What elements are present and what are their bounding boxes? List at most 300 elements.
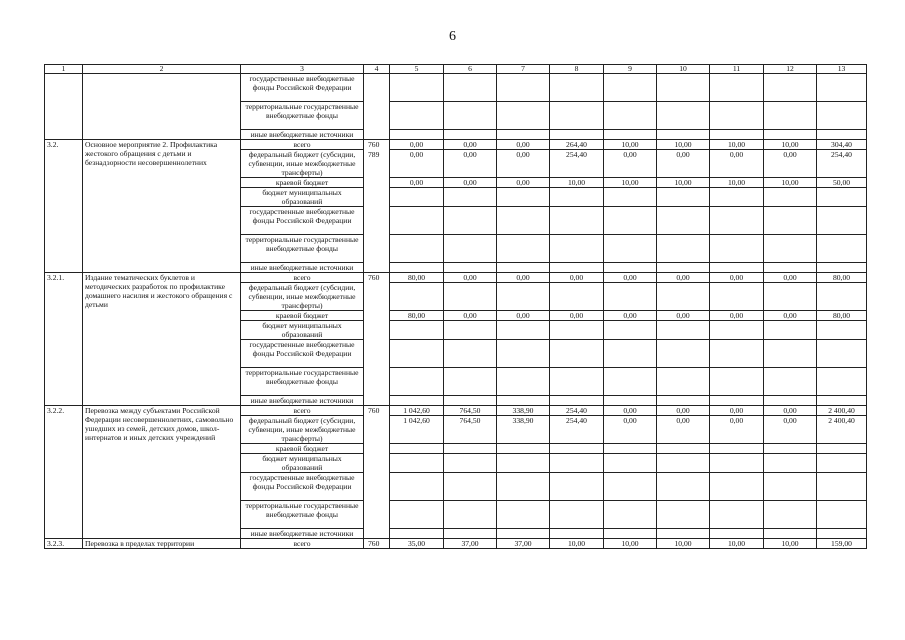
value-cell: 0,00 — [497, 140, 550, 150]
value-cell — [817, 74, 867, 102]
value-cell: 0,00 — [657, 311, 710, 321]
value-cell: 0,00 — [710, 311, 764, 321]
value-cell: 0,00 — [764, 150, 817, 178]
budget-code — [364, 235, 390, 263]
header-cell: 8 — [550, 65, 604, 74]
value-cell — [390, 74, 444, 102]
funding-source: территориальные государственные внебюджетные фонды — [241, 501, 364, 529]
header-cell: 1 — [45, 65, 83, 74]
value-cell — [390, 529, 444, 539]
value-cell — [550, 130, 604, 140]
value-cell: 1 042,60 — [390, 406, 444, 416]
value-cell — [710, 130, 764, 140]
value-cell: 10,00 — [764, 178, 817, 188]
value-cell: 0,00 — [604, 150, 657, 178]
value-cell — [817, 340, 867, 368]
value-cell — [710, 529, 764, 539]
value-cell — [817, 102, 867, 130]
value-cell — [444, 102, 497, 130]
value-cell: 10,00 — [764, 140, 817, 150]
value-cell — [604, 130, 657, 140]
value-cell: 0,00 — [497, 150, 550, 178]
value-cell — [390, 340, 444, 368]
value-cell: 0,00 — [764, 416, 817, 444]
value-cell: 10,00 — [550, 539, 604, 549]
activity-title — [83, 74, 241, 140]
value-cell — [764, 207, 817, 235]
value-cell — [444, 501, 497, 529]
value-cell: 80,00 — [817, 311, 867, 321]
value-cell — [550, 207, 604, 235]
value-cell — [657, 501, 710, 529]
value-cell — [817, 188, 867, 207]
value-cell — [764, 263, 817, 273]
value-cell — [497, 473, 550, 501]
budget-code — [364, 396, 390, 406]
value-cell: 10,00 — [657, 140, 710, 150]
value-cell — [817, 263, 867, 273]
funding-source: территориальные государственные внебюджетные фонды — [241, 102, 364, 130]
value-cell: 37,00 — [444, 539, 497, 549]
funding-source: всего — [241, 140, 364, 150]
value-cell — [444, 188, 497, 207]
value-cell — [390, 102, 444, 130]
value-cell: 0,00 — [657, 273, 710, 283]
activity-title: Перевозка в пределах территории — [83, 539, 241, 549]
value-cell — [817, 130, 867, 140]
value-cell — [390, 188, 444, 207]
funding-source: краевой бюджет — [241, 311, 364, 321]
budget-code — [364, 321, 390, 340]
value-cell — [550, 321, 604, 340]
value-cell — [550, 529, 604, 539]
value-cell: 0,00 — [604, 406, 657, 416]
value-cell: 0,00 — [657, 150, 710, 178]
value-cell — [710, 207, 764, 235]
value-cell — [390, 473, 444, 501]
value-cell — [444, 74, 497, 102]
value-cell: 1 042,60 — [390, 416, 444, 444]
value-cell — [710, 283, 764, 311]
value-cell — [497, 188, 550, 207]
value-cell — [764, 102, 817, 130]
value-cell — [497, 263, 550, 273]
value-cell — [550, 74, 604, 102]
value-cell — [604, 74, 657, 102]
value-cell: 10,00 — [604, 178, 657, 188]
value-cell — [710, 340, 764, 368]
value-cell — [764, 74, 817, 102]
value-cell — [764, 283, 817, 311]
value-cell: 37,00 — [497, 539, 550, 549]
value-cell — [710, 102, 764, 130]
value-cell — [817, 283, 867, 311]
value-cell — [604, 321, 657, 340]
budget-code — [364, 501, 390, 529]
value-cell — [550, 102, 604, 130]
value-cell — [817, 454, 867, 473]
value-cell — [497, 102, 550, 130]
value-cell — [444, 207, 497, 235]
budget-code: 789 — [364, 150, 390, 178]
value-cell — [497, 444, 550, 454]
header-cell: 7 — [497, 65, 550, 74]
value-cell: 10,00 — [657, 539, 710, 549]
value-cell — [497, 235, 550, 263]
value-cell — [444, 368, 497, 396]
value-cell — [764, 235, 817, 263]
value-cell — [604, 454, 657, 473]
funding-source: бюджет муниципальных образований — [241, 454, 364, 473]
budget-code: 760 — [364, 140, 390, 150]
value-cell — [710, 368, 764, 396]
value-cell: 0,00 — [604, 273, 657, 283]
value-cell: 10,00 — [710, 178, 764, 188]
budget-code — [364, 311, 390, 321]
value-cell: 764,50 — [444, 406, 497, 416]
value-cell — [604, 501, 657, 529]
funding-source: государственные внебюджетные фонды Российской Федерации — [241, 207, 364, 235]
value-cell — [710, 74, 764, 102]
value-cell — [710, 444, 764, 454]
budget-table — [44, 64, 867, 549]
funding-source: краевой бюджет — [241, 444, 364, 454]
value-cell — [764, 321, 817, 340]
value-cell: 0,00 — [657, 416, 710, 444]
value-cell: 304,40 — [817, 140, 867, 150]
value-cell — [390, 444, 444, 454]
value-cell — [497, 74, 550, 102]
value-cell: 159,00 — [817, 539, 867, 549]
value-cell — [817, 396, 867, 406]
value-cell — [444, 235, 497, 263]
value-cell: 0,00 — [444, 273, 497, 283]
value-cell: 254,40 — [550, 416, 604, 444]
value-cell: 80,00 — [817, 273, 867, 283]
value-cell: 0,00 — [710, 416, 764, 444]
header-cell: 11 — [710, 65, 764, 74]
value-cell: 0,00 — [764, 406, 817, 416]
value-cell — [657, 263, 710, 273]
row-number: 3.2.1. — [45, 273, 83, 406]
value-cell — [390, 263, 444, 273]
value-cell: 80,00 — [390, 273, 444, 283]
value-cell — [390, 283, 444, 311]
value-cell — [764, 473, 817, 501]
value-cell — [657, 473, 710, 501]
value-cell — [817, 501, 867, 529]
value-cell: 254,40 — [550, 406, 604, 416]
value-cell: 0,00 — [550, 273, 604, 283]
funding-source: бюджет муниципальных образований — [241, 321, 364, 340]
value-cell: 0,00 — [390, 140, 444, 150]
value-cell — [657, 454, 710, 473]
header-cell: 5 — [390, 65, 444, 74]
budget-code — [364, 178, 390, 188]
budget-code — [364, 188, 390, 207]
header-cell: 12 — [764, 65, 817, 74]
value-cell — [550, 235, 604, 263]
value-cell — [390, 454, 444, 473]
budget-code — [364, 130, 390, 140]
value-cell — [764, 368, 817, 396]
value-cell — [764, 529, 817, 539]
value-cell — [444, 444, 497, 454]
value-cell — [604, 340, 657, 368]
value-cell — [604, 235, 657, 263]
funding-source: территориальные государственные внебюджетные фонды — [241, 368, 364, 396]
value-cell — [710, 235, 764, 263]
header-cell: 6 — [444, 65, 497, 74]
budget-code — [364, 207, 390, 235]
header-cell: 3 — [241, 65, 364, 74]
value-cell — [444, 529, 497, 539]
header-cell: 10 — [657, 65, 710, 74]
budget-code — [364, 368, 390, 396]
budget-code — [364, 454, 390, 473]
value-cell — [657, 396, 710, 406]
value-cell: 0,00 — [764, 273, 817, 283]
value-cell: 0,00 — [497, 311, 550, 321]
value-cell — [764, 454, 817, 473]
value-cell: 0,00 — [657, 406, 710, 416]
value-cell: 0,00 — [710, 406, 764, 416]
value-cell — [710, 473, 764, 501]
activity-title: Основное мероприятие 2. Профилактика жестокого обращения с детьми и безнадзорности несовершеннолетних — [83, 140, 241, 273]
value-cell: 0,00 — [497, 273, 550, 283]
value-cell — [444, 396, 497, 406]
value-cell — [817, 235, 867, 263]
value-cell — [444, 283, 497, 311]
value-cell — [657, 102, 710, 130]
funding-source: федеральный бюджет (субсидии, субвенции, иные межбюджетные трансферты) — [241, 283, 364, 311]
value-cell — [764, 130, 817, 140]
row-number — [45, 74, 83, 140]
value-cell — [550, 188, 604, 207]
value-cell — [710, 321, 764, 340]
value-cell: 338,90 — [497, 416, 550, 444]
funding-source: государственные внебюджетные фонды Российской Федерации — [241, 74, 364, 102]
table-row — [45, 539, 867, 549]
value-cell — [710, 263, 764, 273]
value-cell — [497, 207, 550, 235]
value-cell — [550, 263, 604, 273]
value-cell — [497, 454, 550, 473]
value-cell — [817, 321, 867, 340]
value-cell — [604, 102, 657, 130]
value-cell: 0,00 — [444, 311, 497, 321]
value-cell: 35,00 — [390, 539, 444, 549]
table-row — [45, 406, 867, 416]
value-cell — [390, 396, 444, 406]
value-cell: 0,00 — [710, 150, 764, 178]
value-cell — [604, 283, 657, 311]
value-cell — [604, 529, 657, 539]
value-cell — [764, 340, 817, 368]
value-cell — [657, 444, 710, 454]
table-row — [45, 273, 867, 283]
funding-source: бюджет муниципальных образований — [241, 188, 364, 207]
funding-source: территориальные государственные внебюджетные фонды — [241, 235, 364, 263]
value-cell — [444, 454, 497, 473]
value-cell: 0,00 — [604, 416, 657, 444]
value-cell: 0,00 — [444, 150, 497, 178]
value-cell — [657, 188, 710, 207]
funding-source: федеральный бюджет (субсидии, субвенции, иные межбюджетные трансферты) — [241, 416, 364, 444]
header-row — [45, 65, 867, 74]
budget-code — [364, 529, 390, 539]
value-cell: 0,00 — [710, 273, 764, 283]
funding-source: федеральный бюджет (субсидии, субвенции, иные межбюджетные трансферты) — [241, 150, 364, 178]
budget-code — [364, 416, 390, 444]
value-cell — [497, 283, 550, 311]
value-cell — [497, 529, 550, 539]
value-cell — [497, 130, 550, 140]
funding-source: краевой бюджет — [241, 178, 364, 188]
budget-code: 760 — [364, 539, 390, 549]
funding-source: иные внебюджетные источники — [241, 529, 364, 539]
value-cell — [710, 454, 764, 473]
value-cell — [497, 340, 550, 368]
value-cell — [604, 396, 657, 406]
value-cell — [550, 340, 604, 368]
value-cell — [657, 74, 710, 102]
value-cell: 10,00 — [764, 539, 817, 549]
value-cell — [390, 321, 444, 340]
value-cell — [710, 501, 764, 529]
value-cell — [657, 529, 710, 539]
value-cell — [764, 444, 817, 454]
value-cell: 338,90 — [497, 406, 550, 416]
value-cell — [497, 501, 550, 529]
funding-source: иные внебюджетные источники — [241, 263, 364, 273]
value-cell: 10,00 — [657, 178, 710, 188]
budget-code — [364, 283, 390, 311]
value-cell — [710, 396, 764, 406]
budget-code — [364, 102, 390, 130]
funding-source: всего — [241, 273, 364, 283]
value-cell — [657, 321, 710, 340]
value-cell — [764, 501, 817, 529]
value-cell — [604, 368, 657, 396]
value-cell: 0,00 — [444, 140, 497, 150]
budget-code: 760 — [364, 273, 390, 283]
header-cell: 4 — [364, 65, 390, 74]
value-cell — [550, 283, 604, 311]
value-cell: 0,00 — [497, 178, 550, 188]
value-cell: 2 400,40 — [817, 406, 867, 416]
value-cell — [550, 368, 604, 396]
value-cell — [444, 263, 497, 273]
value-cell: 0,00 — [550, 311, 604, 321]
value-cell: 764,50 — [444, 416, 497, 444]
value-cell — [817, 473, 867, 501]
value-cell: 0,00 — [604, 311, 657, 321]
value-cell: 254,40 — [817, 150, 867, 178]
table-row — [45, 74, 867, 102]
header-cell: 2 — [83, 65, 241, 74]
budget-code — [364, 74, 390, 102]
value-cell — [604, 188, 657, 207]
value-cell — [390, 501, 444, 529]
value-cell — [390, 130, 444, 140]
value-cell: 0,00 — [390, 178, 444, 188]
value-cell: 10,00 — [710, 140, 764, 150]
funding-source: всего — [241, 539, 364, 549]
value-cell — [604, 263, 657, 273]
value-cell — [550, 473, 604, 501]
value-cell — [817, 444, 867, 454]
value-cell — [764, 396, 817, 406]
value-cell — [657, 207, 710, 235]
funding-source: государственные внебюджетные фонды Российской Федерации — [241, 340, 364, 368]
value-cell — [817, 368, 867, 396]
value-cell — [657, 368, 710, 396]
value-cell — [550, 396, 604, 406]
value-cell — [657, 283, 710, 311]
value-cell — [604, 473, 657, 501]
value-cell: 0,00 — [390, 150, 444, 178]
funding-source: иные внебюджетные источники — [241, 130, 364, 140]
value-cell: 0,00 — [444, 178, 497, 188]
value-cell — [390, 368, 444, 396]
value-cell — [550, 454, 604, 473]
value-cell: 2 400,40 — [817, 416, 867, 444]
table-row — [45, 140, 867, 150]
value-cell — [764, 188, 817, 207]
funding-source: иные внебюджетные источники — [241, 396, 364, 406]
value-cell: 10,00 — [604, 140, 657, 150]
value-cell — [657, 130, 710, 140]
funding-source: государственные внебюджетные фонды Российской Федерации — [241, 473, 364, 501]
value-cell — [817, 207, 867, 235]
value-cell — [390, 235, 444, 263]
value-cell — [817, 529, 867, 539]
value-cell — [604, 207, 657, 235]
activity-title: Перевозка между субъектами Российской Федерации несовершеннолетних, самовольно ушедших из семей, детских домов, школ-интернатов и иных детских учреждений — [83, 406, 241, 539]
header-cell: 9 — [604, 65, 657, 74]
value-cell — [444, 340, 497, 368]
value-cell: 254,40 — [550, 150, 604, 178]
value-cell: 10,00 — [550, 178, 604, 188]
value-cell — [657, 340, 710, 368]
funding-source: всего — [241, 406, 364, 416]
row-number: 3.2.3. — [45, 539, 83, 549]
activity-title: Издание тематических буклетов и методических разработок по профилактике домашнего насилия и жестокого обращения с детьми — [83, 273, 241, 406]
value-cell — [604, 444, 657, 454]
budget-code — [364, 473, 390, 501]
value-cell — [497, 396, 550, 406]
value-cell: 50,00 — [817, 178, 867, 188]
budget-code — [364, 444, 390, 454]
value-cell — [444, 473, 497, 501]
value-cell — [550, 444, 604, 454]
value-cell: 264,40 — [550, 140, 604, 150]
value-cell — [444, 130, 497, 140]
budget-code — [364, 263, 390, 273]
value-cell — [497, 368, 550, 396]
value-cell — [710, 188, 764, 207]
value-cell — [657, 235, 710, 263]
row-number: 3.2.2. — [45, 406, 83, 539]
value-cell: 0,00 — [764, 311, 817, 321]
value-cell — [497, 321, 550, 340]
value-cell: 10,00 — [710, 539, 764, 549]
budget-code — [364, 340, 390, 368]
value-cell — [550, 501, 604, 529]
budget-code: 760 — [364, 406, 390, 416]
row-number: 3.2. — [45, 140, 83, 273]
